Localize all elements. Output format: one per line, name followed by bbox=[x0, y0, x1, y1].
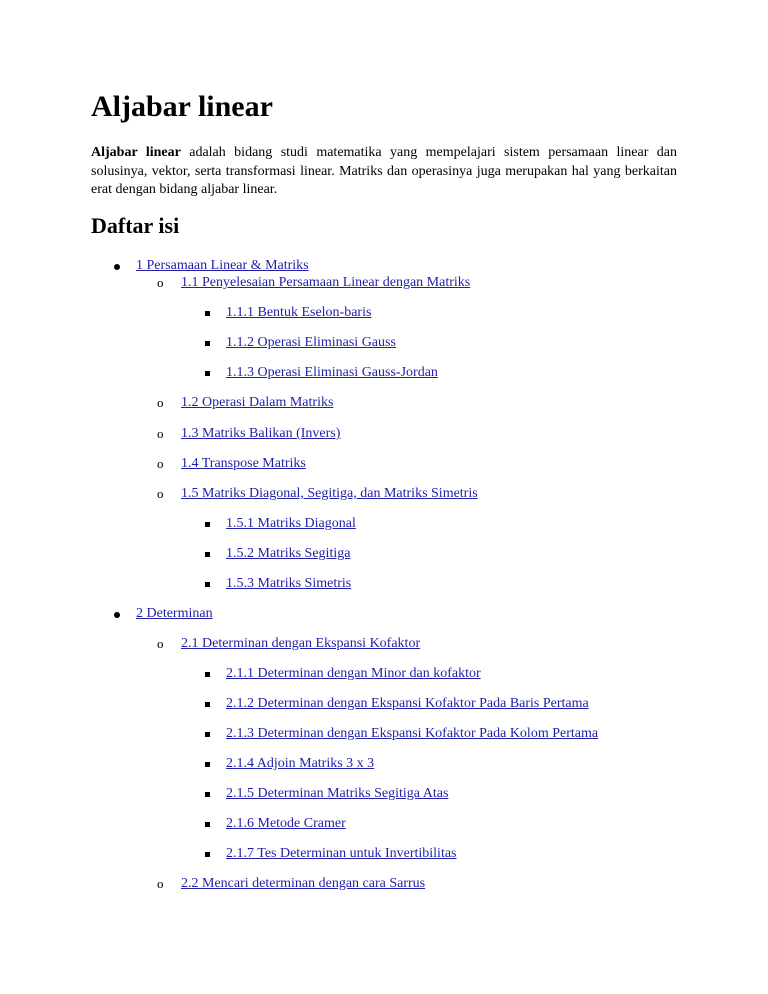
toc-link-2-1-2[interactable]: 2.1.2 Determinan dengan Ekspansi Kofaktor Pada Baris Pertama bbox=[226, 696, 589, 711]
toc-link-2[interactable]: 2 Determinan bbox=[136, 606, 213, 621]
toc-heading: Daftar isi bbox=[91, 213, 180, 238]
toc-item-2-1-4[interactable] bbox=[226, 756, 374, 772]
toc-link-2-1-6[interactable]: 2.1.6 Metode Cramer bbox=[226, 816, 346, 831]
toc-item-1-1[interactable] bbox=[181, 275, 470, 291]
toc-item-1[interactable] bbox=[136, 258, 309, 274]
toc-item-1-1-2[interactable] bbox=[226, 335, 396, 351]
toc-link-2-1[interactable]: 2.1 Determinan dengan Ekspansi Kofaktor bbox=[181, 636, 421, 651]
toc-item-1-1-3[interactable] bbox=[226, 365, 438, 381]
toc-item-2-1-7[interactable] bbox=[226, 846, 457, 862]
toc-link-2-1-4[interactable]: 2.1.4 Adjoin Matriks 3 x 3 bbox=[226, 756, 375, 771]
bullet-square-icon bbox=[205, 672, 210, 677]
toc-link-1-5-3[interactable]: 1.5.3 Matriks Simetris bbox=[226, 576, 352, 591]
toc-link-1-5-2[interactable]: 1.5.2 Matriks Segitiga bbox=[226, 546, 351, 561]
toc-item-2[interactable] bbox=[136, 606, 213, 622]
bullet-square-icon bbox=[205, 822, 210, 827]
toc-item-2-1[interactable] bbox=[181, 636, 420, 652]
toc-link-2-1-5[interactable]: 2.1.5 Determinan Matriks Segitiga Atas bbox=[226, 786, 449, 801]
toc-link-1-1-1[interactable]: 1.1.1 Bentuk Eselon-baris bbox=[226, 305, 372, 320]
bullet-circle-icon: o bbox=[157, 426, 164, 441]
toc-link-1-4[interactable]: 1.4 Transpose Matriks bbox=[181, 456, 306, 471]
toc-link-2-1-3[interactable]: 2.1.3 Determinan dengan Ekspansi Kofaktor Pada Kolom Pertama bbox=[226, 726, 599, 741]
toc-link-1-3[interactable]: 1.3 Matriks Balikan (Invers) bbox=[181, 426, 341, 441]
toc-link-1-1-3[interactable]: 1.1.3 Operasi Eliminasi Gauss-Jordan bbox=[226, 365, 438, 380]
toc-item-1-5[interactable] bbox=[181, 486, 478, 502]
intro-paragraph bbox=[91, 144, 677, 200]
bullet-square-icon bbox=[205, 792, 210, 797]
toc-item-1-4[interactable] bbox=[181, 456, 306, 472]
toc-link-2-2[interactable]: 2.2 Mencari determinan dengan cara Sarrus bbox=[181, 876, 426, 891]
toc-item-1-1-1[interactable] bbox=[226, 305, 371, 321]
bullet-square-icon bbox=[205, 762, 210, 767]
toc-link-1[interactable]: 1 Persamaan Linear & Matriks bbox=[136, 258, 309, 273]
toc-item-2-2[interactable] bbox=[181, 876, 425, 892]
toc-item-2-1-6[interactable] bbox=[226, 816, 346, 832]
bullet-circle-icon: o bbox=[157, 275, 164, 290]
toc-item-1-5-2[interactable] bbox=[226, 546, 350, 562]
bullet-circle-icon: o bbox=[157, 395, 164, 410]
intro-text: adalah bidang studi matematika yang mempelajari sistem persamaan linear dan solusinya, vektor, serta transformasi linear. Matriks dan operasinya juga merupakan hal yang berkaitan erat dengan bidang aljabar linear. bbox=[91, 145, 677, 197]
bullet-square-icon bbox=[205, 371, 210, 376]
bullet-square-icon bbox=[205, 582, 210, 587]
toc-link-2-1-1[interactable]: 2.1.1 Determinan dengan Minor dan kofaktor bbox=[226, 666, 481, 681]
toc-link-1-2[interactable]: 1.2 Operasi Dalam Matriks bbox=[181, 395, 334, 410]
toc-link-2-1-7[interactable]: 2.1.7 Tes Determinan untuk Invertibilitas bbox=[226, 846, 457, 861]
bullet-circle-icon: o bbox=[157, 486, 164, 501]
bullet-square-icon bbox=[205, 311, 210, 316]
page-title: Aljabar linear bbox=[91, 90, 273, 123]
toc-link-1-5[interactable]: 1.5 Matriks Diagonal, Segitiga, dan Matriks Simetris bbox=[181, 486, 478, 501]
toc-item-2-1-2[interactable] bbox=[226, 696, 589, 712]
bullet-square-icon bbox=[205, 852, 210, 857]
intro-term: Aljabar linear bbox=[91, 145, 181, 160]
bullet-disc-icon bbox=[114, 264, 120, 270]
toc-link-1-5-1[interactable]: 1.5.1 Matriks Diagonal bbox=[226, 516, 356, 531]
toc-item-2-1-1[interactable] bbox=[226, 666, 481, 682]
toc-item-2-1-5[interactable] bbox=[226, 786, 448, 802]
bullet-circle-icon: o bbox=[157, 636, 164, 651]
bullet-square-icon bbox=[205, 552, 210, 557]
toc-item-1-5-3[interactable] bbox=[226, 576, 351, 592]
toc-link-1-1[interactable]: 1.1 Penyelesaian Persamaan Linear dengan Matriks bbox=[181, 275, 471, 290]
toc-item-2-1-3[interactable] bbox=[226, 726, 598, 742]
bullet-circle-icon: o bbox=[157, 456, 164, 471]
toc-link-1-1-2[interactable]: 1.1.2 Operasi Eliminasi Gauss bbox=[226, 335, 396, 350]
bullet-disc-icon bbox=[114, 612, 120, 618]
bullet-square-icon bbox=[205, 732, 210, 737]
toc-item-1-3[interactable] bbox=[181, 426, 340, 442]
toc-item-1-5-1[interactable] bbox=[226, 516, 356, 532]
bullet-square-icon bbox=[205, 702, 210, 707]
bullet-square-icon bbox=[205, 341, 210, 346]
bullet-square-icon bbox=[205, 522, 210, 527]
toc-item-1-2[interactable] bbox=[181, 395, 333, 411]
bullet-circle-icon: o bbox=[157, 876, 164, 891]
